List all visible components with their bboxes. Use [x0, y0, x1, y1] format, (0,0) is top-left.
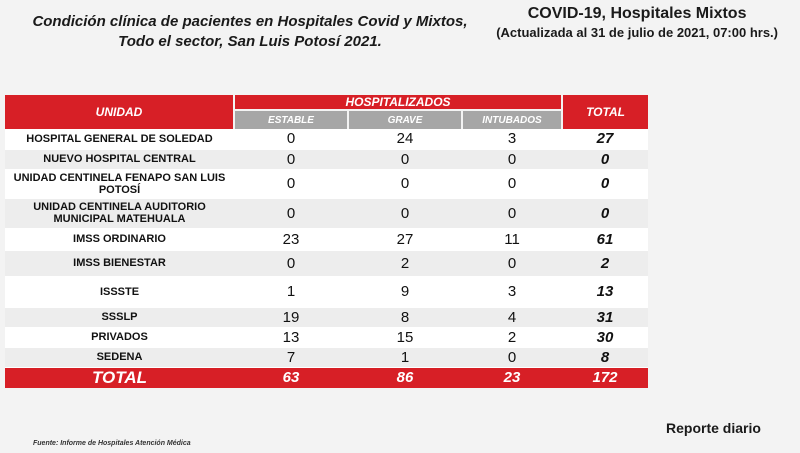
- intubados-value: 4: [462, 307, 562, 327]
- total-value: 27: [562, 129, 648, 149]
- report-updated-date: (Actualizada al 31 de julio de 2021, 07:00 hrs.): [496, 25, 778, 40]
- unit-name: UNIDAD CENTINELA AUDITORIO MUNICIPAL MATEHUALA: [5, 198, 234, 228]
- report-title-main: COVID-19, Hospitales Mixtos: [527, 5, 747, 22]
- total-value: 8: [562, 347, 648, 367]
- estable-value: 0: [234, 129, 348, 149]
- table-row: [5, 129, 648, 149]
- estable-value: 13: [234, 327, 348, 347]
- report-label: Reporte diario: [666, 420, 761, 436]
- total-value: 31: [562, 307, 648, 327]
- table-row: [5, 307, 648, 327]
- intubados-value: 0: [462, 347, 562, 367]
- grave-value: 24: [348, 129, 462, 149]
- unit-name: HOSPITAL GENERAL DE SOLEDAD: [5, 129, 234, 149]
- total-value: 30: [562, 327, 648, 347]
- estable-value: 0: [234, 149, 348, 169]
- total-value: 61: [562, 228, 648, 250]
- column-header-total: TOTAL: [562, 95, 648, 129]
- total-value: 0: [562, 198, 648, 228]
- grave-value: 0: [348, 149, 462, 169]
- grave-value: 9: [348, 276, 462, 307]
- grave-value: 8: [348, 307, 462, 327]
- column-header-intubados: INTUBADOS: [462, 110, 562, 129]
- table-row: [5, 228, 648, 250]
- grave-value: 2: [348, 250, 462, 276]
- column-header-unidad: UNIDAD: [5, 95, 234, 129]
- unit-name: SEDENA: [5, 347, 234, 367]
- table-row: [5, 327, 648, 347]
- grave-value: 0: [348, 198, 462, 228]
- unit-name: IMSS BIENESTAR: [5, 250, 234, 276]
- title-line-2: Todo el sector, San Luis Potosí 2021.: [118, 33, 382, 50]
- table-row: [5, 198, 648, 228]
- page-title: [0, 12, 500, 52]
- estable-value: 19: [234, 307, 348, 327]
- estable-value: 23: [234, 228, 348, 250]
- column-header-grave: GRAVE: [348, 110, 462, 129]
- estable-value: 0: [234, 198, 348, 228]
- total-value: 0: [562, 169, 648, 198]
- report-title: [496, 4, 778, 41]
- total-label: TOTAL: [5, 367, 234, 388]
- unit-name: UNIDAD CENTINELA FENAPO SAN LUIS POTOSÍ: [5, 169, 234, 198]
- table-row: [5, 250, 648, 276]
- total-value: 2: [562, 250, 648, 276]
- total-value: 0: [562, 149, 648, 169]
- total-estable: 63: [234, 367, 348, 388]
- table-row: [5, 276, 648, 307]
- intubados-value: 11: [462, 228, 562, 250]
- grand-total: 172: [562, 367, 648, 388]
- intubados-value: 0: [462, 198, 562, 228]
- intubados-value: 3: [462, 129, 562, 149]
- grave-value: 27: [348, 228, 462, 250]
- intubados-value: 2: [462, 327, 562, 347]
- column-header-estable: ESTABLE: [234, 110, 348, 129]
- total-intubados: 23: [462, 367, 562, 388]
- hospital-table: [5, 95, 648, 388]
- table-row: [5, 347, 648, 367]
- estable-value: 0: [234, 250, 348, 276]
- grave-value: 1: [348, 347, 462, 367]
- estable-value: 7: [234, 347, 348, 367]
- column-header-hospitalizados: HOSPITALIZADOS: [234, 95, 562, 110]
- intubados-value: 0: [462, 250, 562, 276]
- unit-name: ISSSTE: [5, 276, 234, 307]
- source-note: Fuente: Informe de Hospitales Atención Médica: [33, 440, 191, 447]
- estable-value: 1: [234, 276, 348, 307]
- unit-name: IMSS ORDINARIO: [5, 228, 234, 250]
- unit-name: SSSLP: [5, 307, 234, 327]
- title-line-1: Condición clínica de pacientes en Hospitales Covid y Mixtos,: [32, 13, 468, 30]
- table-row: [5, 169, 648, 198]
- unit-name: PRIVADOS: [5, 327, 234, 347]
- intubados-value: 0: [462, 169, 562, 198]
- estable-value: 0: [234, 169, 348, 198]
- total-row: [5, 367, 648, 388]
- table-row: [5, 149, 648, 169]
- intubados-value: 0: [462, 149, 562, 169]
- unit-name: NUEVO HOSPITAL CENTRAL: [5, 149, 234, 169]
- intubados-value: 3: [462, 276, 562, 307]
- grave-value: 0: [348, 169, 462, 198]
- total-value: 13: [562, 276, 648, 307]
- grave-value: 15: [348, 327, 462, 347]
- total-grave: 86: [348, 367, 462, 388]
